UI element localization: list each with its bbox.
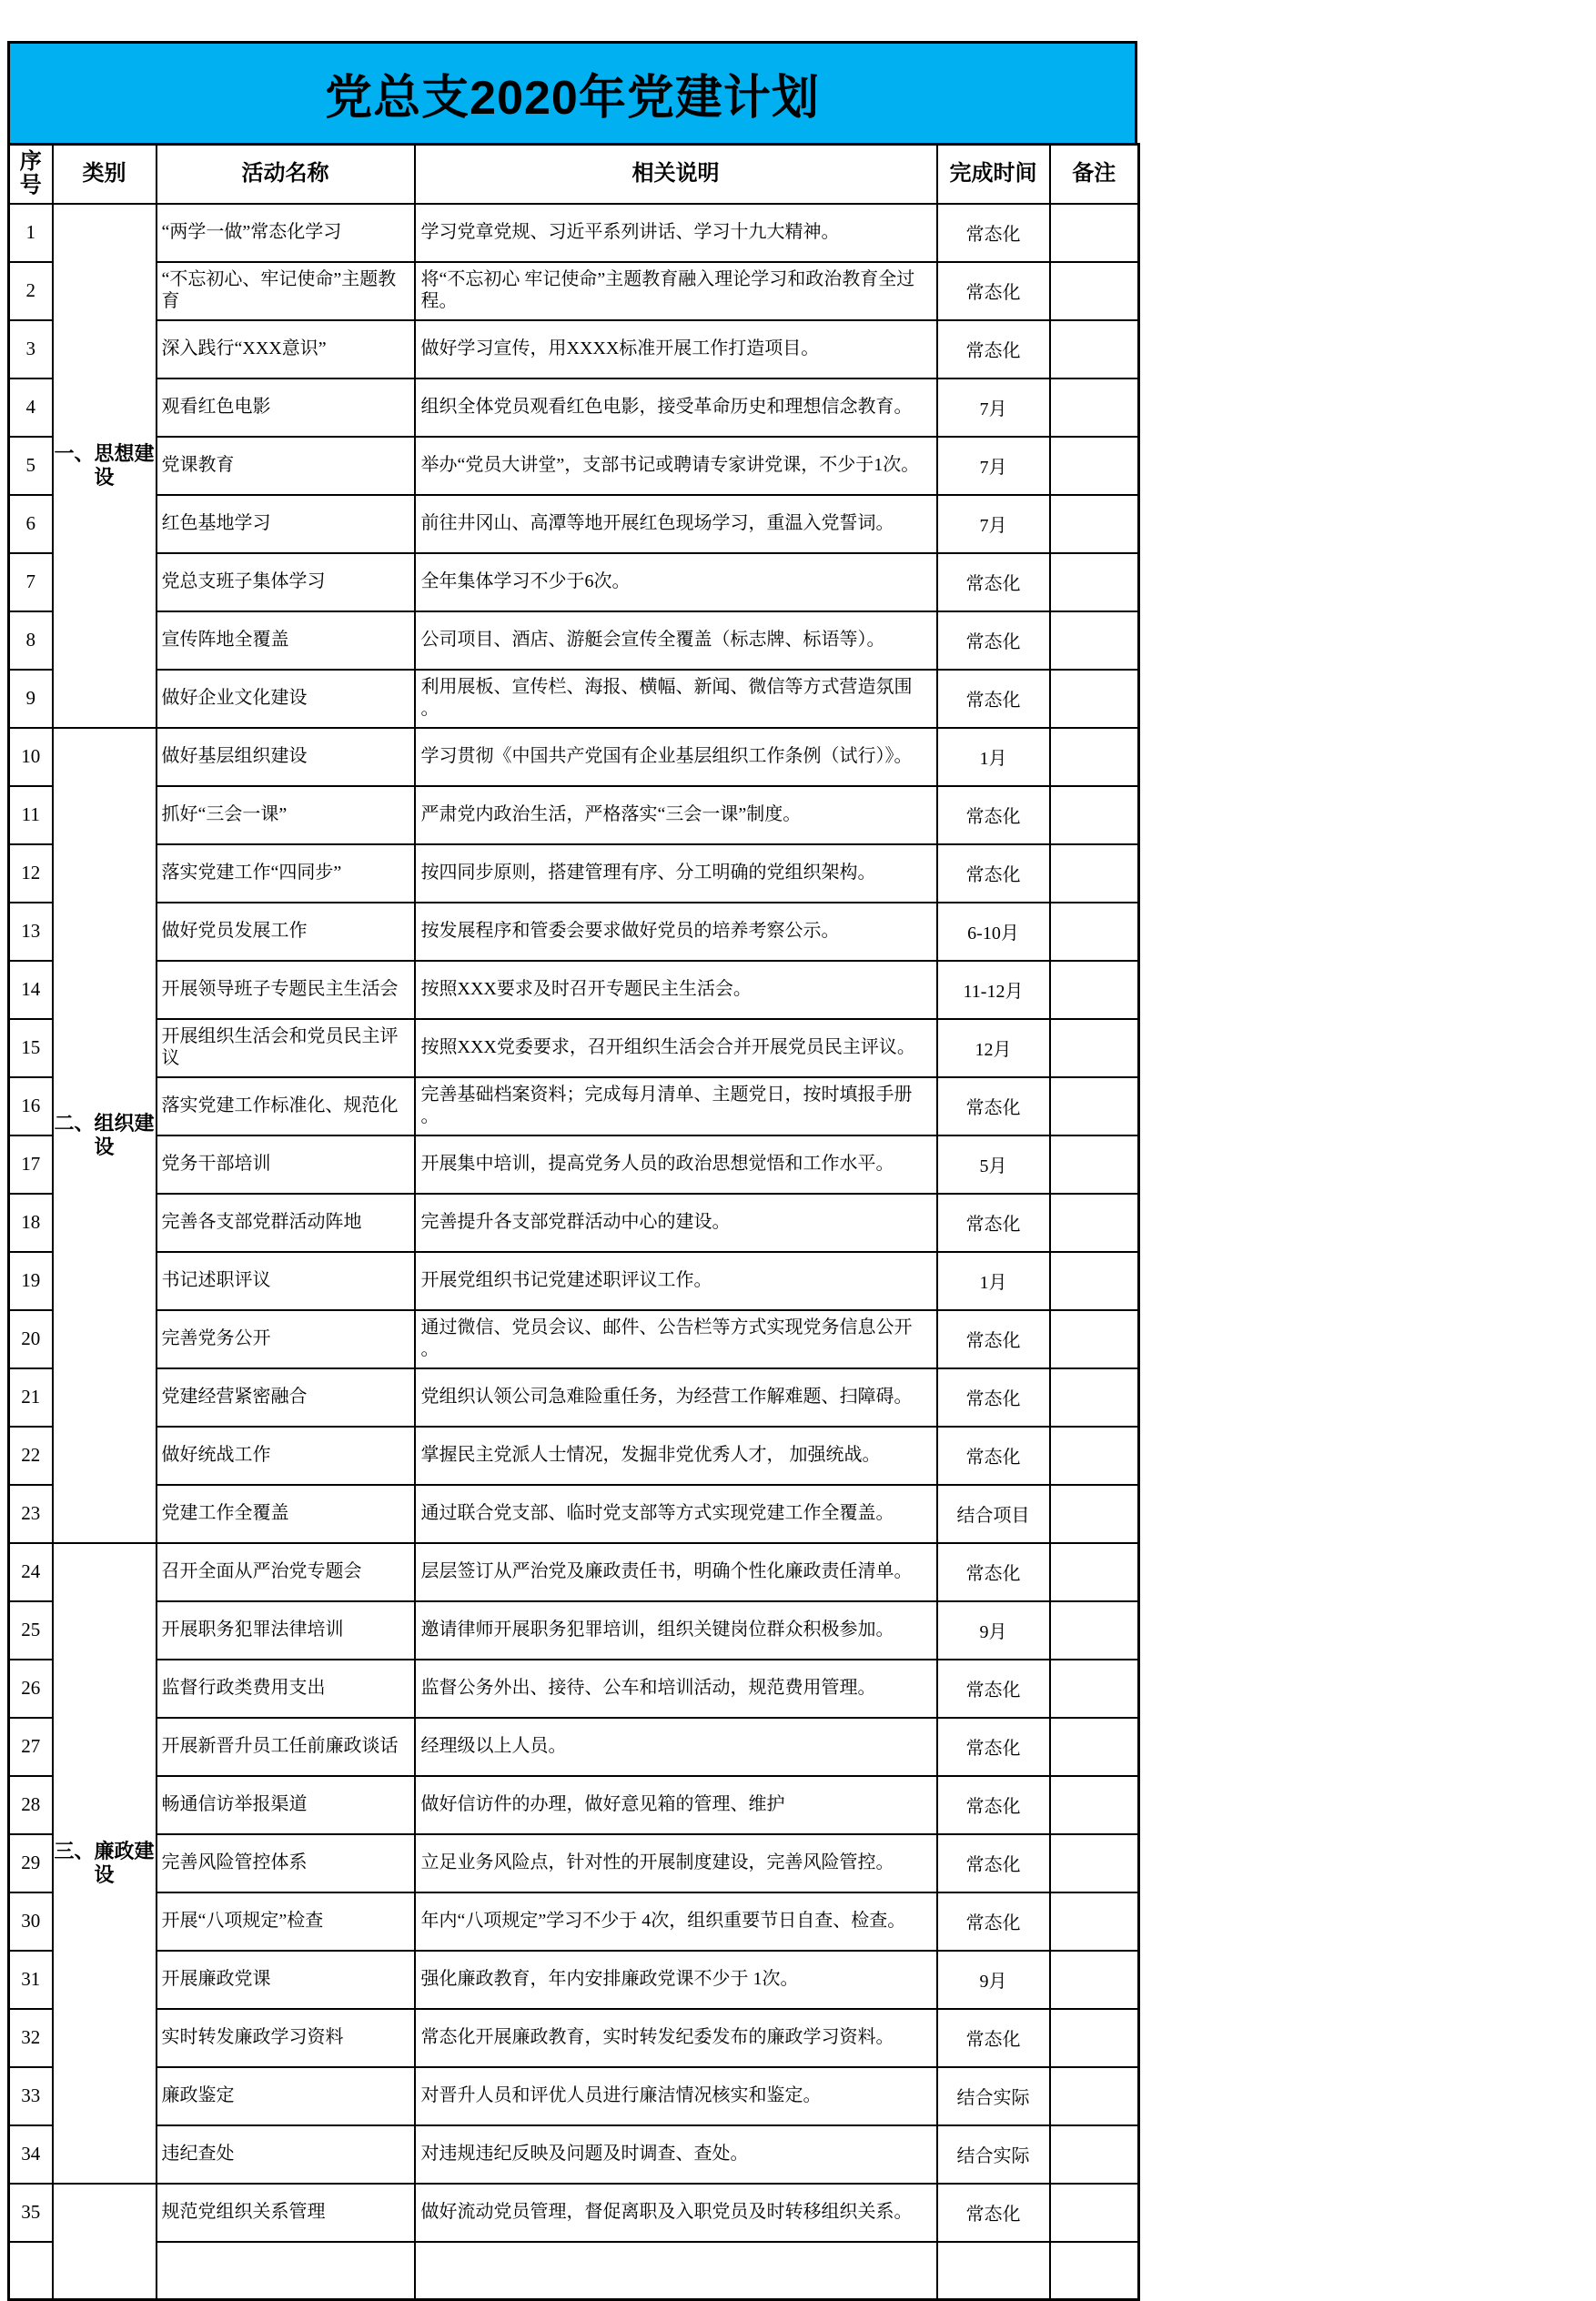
table-row: [9, 1660, 1139, 1718]
cell-description: 完善提升各支部党群活动中心的建设。: [415, 1194, 937, 1252]
cell-activity-name: 开展组织生活会和党员民主评议: [157, 1019, 415, 1077]
cell-finish-time: 常态化: [937, 1543, 1050, 1601]
cell-remark: [1050, 1834, 1139, 1892]
cell-finish-time: 常态化: [937, 1834, 1050, 1892]
cell-serial-no: 31: [9, 1951, 53, 2009]
cell-serial-no: 34: [9, 2125, 53, 2184]
table-body: [9, 204, 1139, 2300]
table-row: [9, 1310, 1139, 1368]
cell-activity-name: [157, 2242, 415, 2300]
cell-description: 做好信访件的办理，做好意见箱的管理、维护: [415, 1776, 937, 1834]
cell-activity-name: 党建经营紧密融合: [157, 1368, 415, 1427]
cell-activity-name: 开展职务犯罪法律培训: [157, 1601, 415, 1660]
cell-serial-no: 10: [9, 728, 53, 786]
cell-description: 做好学习宣传，用XXXX标准开展工作打造项目。: [415, 320, 937, 378]
cell-serial-no: 27: [9, 1718, 53, 1776]
cell-description: 学习党章党规、习近平系列讲话、学习十九大精神。: [415, 204, 937, 262]
table-row: [9, 495, 1139, 553]
cell-serial-no: 26: [9, 1660, 53, 1718]
cell-serial-no: 5: [9, 437, 53, 495]
table-row: [9, 1892, 1139, 1951]
document-title: 党总支2020年党建计划: [7, 41, 1137, 143]
table-row: [9, 2067, 1139, 2125]
table-row: [9, 1776, 1139, 1834]
cell-description: 常态化开展廉政教育，实时转发纪委发布的廉政学习资料。: [415, 2009, 937, 2067]
cell-serial-no: 28: [9, 1776, 53, 1834]
col-header-serial-no: 序号: [9, 145, 53, 204]
cell-finish-time: 11-12月: [937, 961, 1050, 1019]
cell-finish-time: 常态化: [937, 611, 1050, 670]
cell-activity-name: 完善风险管控体系: [157, 1834, 415, 1892]
cell-activity-name: 开展领导班子专题民主生活会: [157, 961, 415, 1019]
cell-remark: [1050, 1543, 1139, 1601]
cell-serial-no: [9, 2242, 53, 2300]
cell-activity-name: 党总支班子集体学习: [157, 553, 415, 611]
cell-activity-name: 宣传阵地全覆盖: [157, 611, 415, 670]
cell-remark: [1050, 1135, 1139, 1194]
table-row: [9, 670, 1139, 728]
cell-description: 通过联合党支部、临时党支部等方式实现党建工作全覆盖。: [415, 1485, 937, 1543]
table-row: [9, 1194, 1139, 1252]
cell-description: 前往井冈山、高潭等地开展红色现场学习，重温入党誓词。: [415, 495, 937, 553]
cell-serial-no: 22: [9, 1427, 53, 1485]
cell-finish-time: 12月: [937, 1019, 1050, 1077]
cell-finish-time: 常态化: [937, 2184, 1050, 2242]
cell-finish-time: 常态化: [937, 1077, 1050, 1135]
cell-activity-name: 党务干部培训: [157, 1135, 415, 1194]
cell-remark: [1050, 728, 1139, 786]
cell-finish-time: 常态化: [937, 262, 1050, 320]
cell-remark: [1050, 670, 1139, 728]
cell-activity-name: 畅通信访举报渠道: [157, 1776, 415, 1834]
cell-serial-no: 13: [9, 903, 53, 961]
table-header: [9, 145, 1139, 204]
table-row: [9, 1077, 1139, 1135]
cell-activity-name: 做好基层组织建设: [157, 728, 415, 786]
cell-activity-name: 违纪查处: [157, 2125, 415, 2184]
table-row: [9, 1135, 1139, 1194]
cell-finish-time: 常态化: [937, 1368, 1050, 1427]
cell-finish-time: 常态化: [937, 320, 1050, 378]
cell-remark: [1050, 553, 1139, 611]
cell-description: 开展党组织书记党建述职评议工作。: [415, 1252, 937, 1310]
table-row: [9, 1718, 1139, 1776]
cell-description: 组织全体党员观看红色电影，接受革命历史和理想信念教育。: [415, 378, 937, 437]
cell-remark: [1050, 320, 1139, 378]
table-row: [9, 2184, 1139, 2242]
cell-remark: [1050, 1019, 1139, 1077]
cell-serial-no: 15: [9, 1019, 53, 1077]
cell-activity-name: 开展“八项规定”检查: [157, 1892, 415, 1951]
cell-finish-time: 常态化: [937, 204, 1050, 262]
cell-serial-no: 24: [9, 1543, 53, 1601]
cell-serial-no: 11: [9, 786, 53, 844]
cell-description: 对违规违纪反映及问题及时调查、查处。: [415, 2125, 937, 2184]
cell-serial-no: 18: [9, 1194, 53, 1252]
cell-description: 党组织认领公司急难险重任务，为经营工作解难题、扫障碍。: [415, 1368, 937, 1427]
cell-finish-time: 常态化: [937, 1194, 1050, 1252]
cell-remark: [1050, 495, 1139, 553]
cell-remark: [1050, 1951, 1139, 2009]
cell-description: 年内“八项规定”学习不少于 4次，组织重要节日自查、检查。: [415, 1892, 937, 1951]
cell-serial-no: 25: [9, 1601, 53, 1660]
cell-serial-no: 20: [9, 1310, 53, 1368]
cell-activity-name: “两学一做”常态化学习: [157, 204, 415, 262]
cell-description: 将“不忘初心 牢记使命”主题教育融入理论学习和政治教育全过程。: [415, 262, 937, 320]
cell-category: 三、廉政建设: [53, 1543, 157, 2184]
cell-serial-no: 19: [9, 1252, 53, 1310]
cell-serial-no: 14: [9, 961, 53, 1019]
cell-description: [415, 2242, 937, 2300]
cell-finish-time: 7月: [937, 437, 1050, 495]
table-row: [9, 262, 1139, 320]
col-header-finish-time: 完成时间: [937, 145, 1050, 204]
cell-activity-name: 抓好“三会一课”: [157, 786, 415, 844]
cell-description: 层层签订从严治党及廉政责任书，明确个性化廉政责任清单。: [415, 1543, 937, 1601]
cell-serial-no: 17: [9, 1135, 53, 1194]
cell-serial-no: 8: [9, 611, 53, 670]
cell-activity-name: 廉政鉴定: [157, 2067, 415, 2125]
table-row: [9, 1427, 1139, 1485]
cell-description: 按照XXX党委要求，召开组织生活会合并开展党员民主评议。: [415, 1019, 937, 1077]
cell-finish-time: 1月: [937, 728, 1050, 786]
cell-serial-no: 30: [9, 1892, 53, 1951]
cell-remark: [1050, 1718, 1139, 1776]
spreadsheet-page: [7, 41, 1137, 2301]
table-row: [9, 903, 1139, 961]
cell-finish-time: 7月: [937, 378, 1050, 437]
table-row: [9, 378, 1139, 437]
cell-description: 公司项目、酒店、游艇会宣传全覆盖（标志牌、标语等）。: [415, 611, 937, 670]
table-row: [9, 437, 1139, 495]
cell-remark: [1050, 1485, 1139, 1543]
cell-description: 经理级以上人员。: [415, 1718, 937, 1776]
cell-activity-name: 召开全面从严治党专题会: [157, 1543, 415, 1601]
cell-finish-time: 5月: [937, 1135, 1050, 1194]
cell-remark: [1050, 1077, 1139, 1135]
cell-finish-time: 常态化: [937, 1776, 1050, 1834]
cell-activity-name: 落实党建工作“四同步”: [157, 844, 415, 903]
col-header-activity: 活动名称: [157, 145, 415, 204]
cell-description: 举办“党员大讲堂”，支部书记或聘请专家讲党课，不少于1次。: [415, 437, 937, 495]
cell-finish-time: 常态化: [937, 1892, 1050, 1951]
cell-remark: [1050, 1194, 1139, 1252]
cell-remark: [1050, 1776, 1139, 1834]
cell-finish-time: 常态化: [937, 670, 1050, 728]
cell-remark: [1050, 844, 1139, 903]
table-row: [9, 786, 1139, 844]
table-row: [9, 728, 1139, 786]
cell-finish-time: 9月: [937, 1951, 1050, 2009]
cell-finish-time: 常态化: [937, 844, 1050, 903]
cell-activity-name: 开展廉政党课: [157, 1951, 415, 2009]
cell-serial-no: 16: [9, 1077, 53, 1135]
cell-remark: [1050, 2009, 1139, 2067]
cell-finish-time: 常态化: [937, 1427, 1050, 1485]
cell-remark: [1050, 1660, 1139, 1718]
cell-description: 对晋升人员和评优人员进行廉洁情况核实和鉴定。: [415, 2067, 937, 2125]
cell-description: 邀请律师开展职务犯罪培训，组织关键岗位群众积极参加。: [415, 1601, 937, 1660]
cell-description: 立足业务风险点，针对性的开展制度建设，完善风险管控。: [415, 1834, 937, 1892]
cell-activity-name: 完善各支部党群活动阵地: [157, 1194, 415, 1252]
col-header-description: 相关说明: [415, 145, 937, 204]
cell-finish-time: 结合实际: [937, 2125, 1050, 2184]
cell-activity-name: 做好企业文化建设: [157, 670, 415, 728]
table-row: [9, 2009, 1139, 2067]
cell-remark: [1050, 2242, 1139, 2300]
cell-finish-time: 6-10月: [937, 903, 1050, 961]
cell-finish-time: 常态化: [937, 786, 1050, 844]
cell-serial-no: 3: [9, 320, 53, 378]
cell-description: 开展集中培训，提高党务人员的政治思想觉悟和工作水平。: [415, 1135, 937, 1194]
cell-serial-no: 4: [9, 378, 53, 437]
table-row: [9, 1601, 1139, 1660]
table-row: [9, 1019, 1139, 1077]
table-row: [9, 1543, 1139, 1601]
cell-description: 掌握民主党派人士情况，发掘非党优秀人才， 加强统战。: [415, 1427, 937, 1485]
cell-description: 监督公务外出、接待、公车和培训活动，规范费用管理。: [415, 1660, 937, 1718]
cell-finish-time: 常态化: [937, 553, 1050, 611]
cell-activity-name: “不忘初心、牢记使命”主题教育: [157, 262, 415, 320]
cell-category: 一、思想建设: [53, 204, 157, 728]
cell-serial-no: 2: [9, 262, 53, 320]
cell-description: 按四同步原则，搭建管理有序、分工明确的党组织架构。: [415, 844, 937, 903]
cell-remark: [1050, 1310, 1139, 1368]
cell-serial-no: 23: [9, 1485, 53, 1543]
cell-finish-time: 常态化: [937, 2009, 1050, 2067]
cell-remark: [1050, 903, 1139, 961]
cell-activity-name: 完善党务公开: [157, 1310, 415, 1368]
table-row: [9, 320, 1139, 378]
cell-finish-time: 常态化: [937, 1718, 1050, 1776]
cell-serial-no: 9: [9, 670, 53, 728]
cell-activity-name: 做好统战工作: [157, 1427, 415, 1485]
cell-remark: [1050, 204, 1139, 262]
cell-remark: [1050, 2125, 1139, 2184]
cell-category: 二、组织建设: [53, 728, 157, 1543]
cell-description: 利用展板、宣传栏、海报、横幅、新闻、微信等方式营造氛围。: [415, 670, 937, 728]
cell-serial-no: 32: [9, 2009, 53, 2067]
cell-finish-time: [937, 2242, 1050, 2300]
cell-remark: [1050, 2184, 1139, 2242]
cell-serial-no: 1: [9, 204, 53, 262]
cell-activity-name: 党建工作全覆盖: [157, 1485, 415, 1543]
table-row: [9, 204, 1139, 262]
cell-remark: [1050, 2067, 1139, 2125]
cell-remark: [1050, 1601, 1139, 1660]
cell-description: 严肃党内政治生活，严格落实“三会一课”制度。: [415, 786, 937, 844]
cell-activity-name: 落实党建工作标准化、规范化: [157, 1077, 415, 1135]
cell-remark: [1050, 1427, 1139, 1485]
cell-description: 全年集体学习不少于6次。: [415, 553, 937, 611]
cell-finish-time: 结合项目: [937, 1485, 1050, 1543]
cell-remark: [1050, 262, 1139, 320]
cell-finish-time: 常态化: [937, 1310, 1050, 1368]
cell-remark: [1050, 961, 1139, 1019]
cell-serial-no: 12: [9, 844, 53, 903]
cell-description: 做好流动党员管理，督促离职及入职党员及时转移组织关系。: [415, 2184, 937, 2242]
table-row: [9, 1485, 1139, 1543]
cell-remark: [1050, 786, 1139, 844]
table-row-partial: [9, 2242, 1139, 2300]
cell-finish-time: 9月: [937, 1601, 1050, 1660]
cell-activity-name: 实时转发廉政学习资料: [157, 2009, 415, 2067]
cell-finish-time: 结合实际: [937, 2067, 1050, 2125]
table-row: [9, 1834, 1139, 1892]
cell-remark: [1050, 1368, 1139, 1427]
cell-serial-no: 6: [9, 495, 53, 553]
cell-activity-name: 规范党组织关系管理: [157, 2184, 415, 2242]
col-header-remark: 备注: [1050, 145, 1139, 204]
cell-description: 按发展程序和管委会要求做好党员的培养考察公示。: [415, 903, 937, 961]
cell-serial-no: 21: [9, 1368, 53, 1427]
cell-activity-name: 开展新晋升员工任前廉政谈话: [157, 1718, 415, 1776]
party-building-plan-table: [7, 143, 1140, 2301]
cell-activity-name: 监督行政类费用支出: [157, 1660, 415, 1718]
table-row: [9, 961, 1139, 1019]
col-header-category: 类别: [53, 145, 157, 204]
cell-description: 完善基础档案资料；完成每月清单、主题党日，按时填报手册。: [415, 1077, 937, 1135]
header-row: [9, 145, 1139, 204]
table-row: [9, 1951, 1139, 2009]
cell-remark: [1050, 611, 1139, 670]
cell-activity-name: 党课教育: [157, 437, 415, 495]
table-row: [9, 1252, 1139, 1310]
cell-activity-name: 观看红色电影: [157, 378, 415, 437]
table-row: [9, 2125, 1139, 2184]
cell-serial-no: 33: [9, 2067, 53, 2125]
cell-finish-time: 1月: [937, 1252, 1050, 1310]
cell-description: 学习贯彻《中国共产党国有企业基层组织工作条例（试行）》。: [415, 728, 937, 786]
cell-activity-name: 深入践行“XXX意识”: [157, 320, 415, 378]
cell-remark: [1050, 378, 1139, 437]
cell-serial-no: 7: [9, 553, 53, 611]
table-row: [9, 553, 1139, 611]
cell-category: [53, 2184, 157, 2300]
table-row: [9, 844, 1139, 903]
cell-serial-no: 29: [9, 1834, 53, 1892]
cell-description: 按照XXX要求及时召开专题民主生活会。: [415, 961, 937, 1019]
table-row: [9, 611, 1139, 670]
cell-remark: [1050, 1892, 1139, 1951]
cell-activity-name: 红色基地学习: [157, 495, 415, 553]
table-row: [9, 1368, 1139, 1427]
cell-activity-name: 书记述职评议: [157, 1252, 415, 1310]
cell-remark: [1050, 1252, 1139, 1310]
cell-remark: [1050, 437, 1139, 495]
cell-activity-name: 做好党员发展工作: [157, 903, 415, 961]
cell-finish-time: 常态化: [937, 1660, 1050, 1718]
cell-description: 通过微信、党员会议、邮件、公告栏等方式实现党务信息公开。: [415, 1310, 937, 1368]
cell-description: 强化廉政教育，年内安排廉政党课不少于 1次。: [415, 1951, 937, 2009]
cell-finish-time: 7月: [937, 495, 1050, 553]
cell-serial-no: 35: [9, 2184, 53, 2242]
